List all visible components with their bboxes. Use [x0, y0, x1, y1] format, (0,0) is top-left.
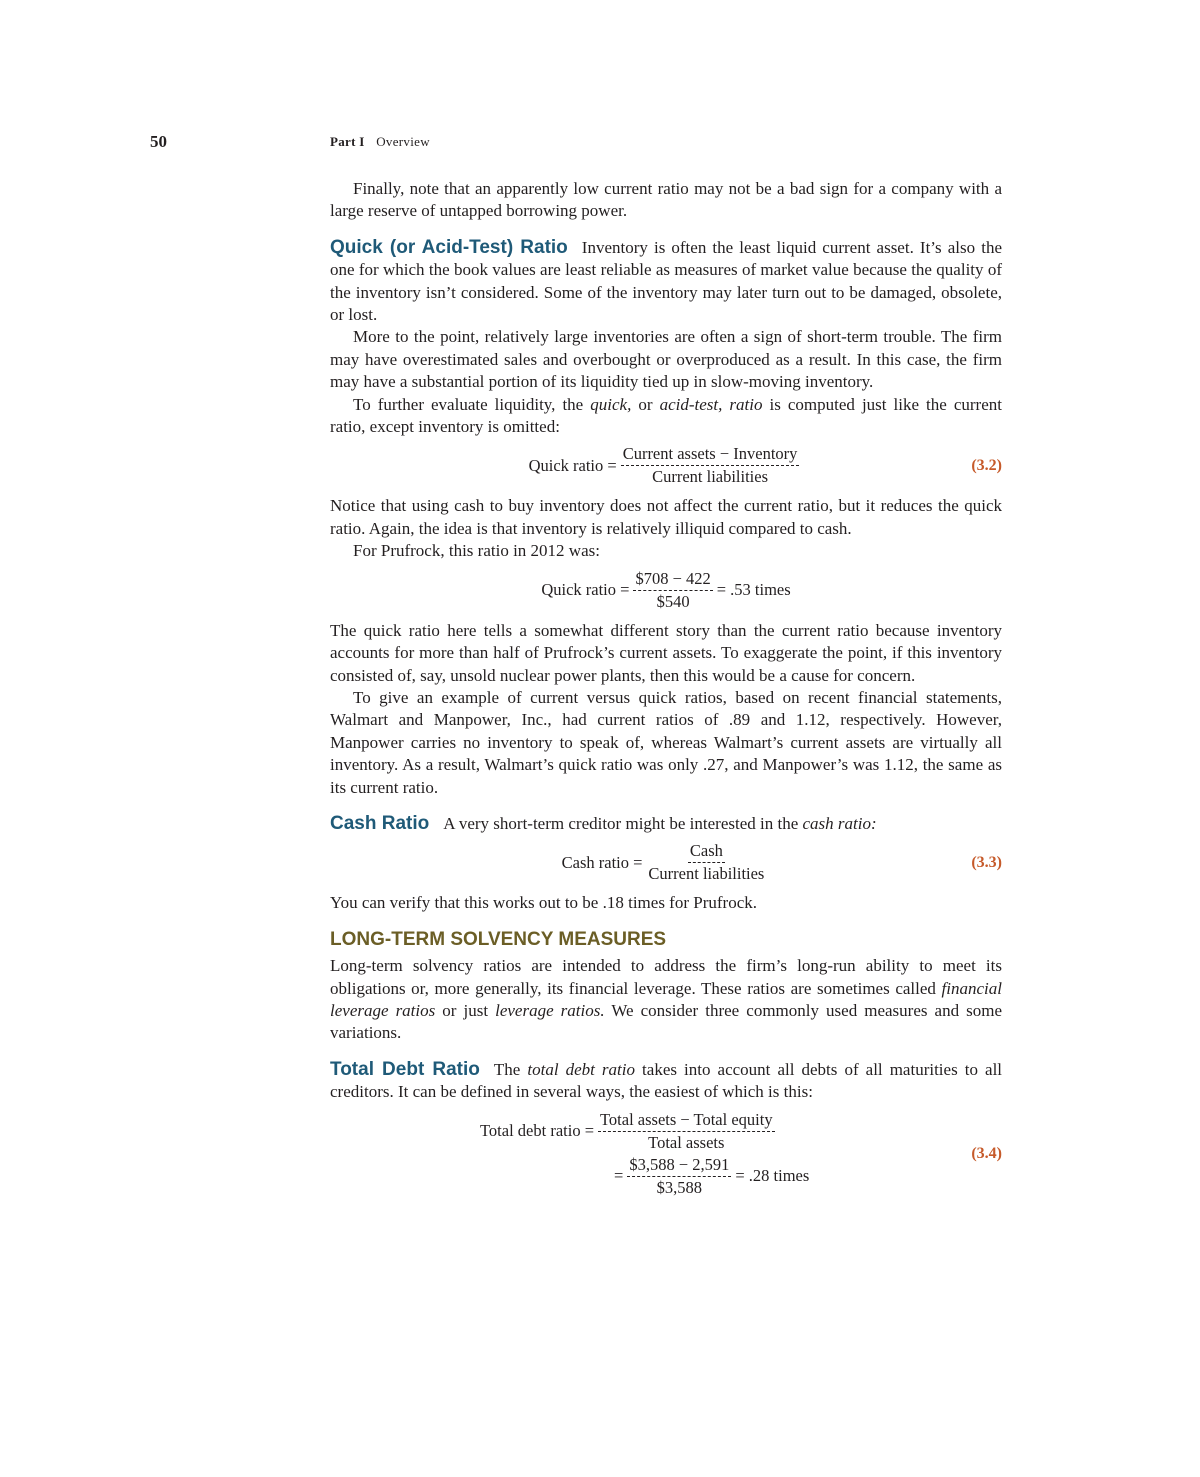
text-run: takes into account all debts of all maturities to all creditors. It can be defined in several ways, the easiest of which is this:: [330, 1059, 1003, 1102]
paragraph: Finally, note that an apparently low current ratio may not be a bad sign for a company with a large reserve of untapped borrowing power.: [330, 179, 1002, 221]
page-body: [330, 178, 1002, 1198]
text-run: or: [631, 394, 660, 414]
term-total-debt-ratio: total debt ratio: [527, 1059, 635, 1079]
numerator: $3,588 − 2,591: [627, 1155, 731, 1177]
equation-number: (3.3): [971, 853, 1002, 871]
quick-ratio-intro: [330, 237, 1002, 327]
equation-3-2: [330, 444, 1002, 487]
paragraph: To give an example of current versus quick ratios, based on recent financial statements, Walmart and Manpower, Inc., had current ratios of .89 and 1.12, respectively. However, Manpower carries no inventory to speak of, whereas Walmart’s current assets are virtually all inventory. As a result, Walmart’s quick ratio was only .27, and Manpower’s was 1.12, the same as its current ratio.: [330, 687, 1002, 797]
example-quick-ratio: [330, 569, 1002, 612]
equation-3-4: [330, 1110, 1002, 1198]
text-run: We consider three commonly used measures and some variations.: [330, 1000, 1003, 1043]
equation-label: Quick ratio =: [541, 579, 630, 599]
equation-equals: =: [614, 1165, 624, 1185]
paragraph: More to the point, relatively large inventories are often a sign of short-term trouble. The firm may have overestimated sales and overbought or overproduced as a result. In this case, the firm may have a substantial portion of its liquidity tied up in slow-moving inventory.: [330, 327, 1002, 392]
numerator: Current assets − Inventory: [621, 444, 800, 466]
paragraph: [330, 394, 1002, 439]
running-head-part: Part I: [330, 134, 365, 149]
term-financial-leverage-ratios: financial leverage ratios: [330, 978, 1002, 1020]
equation-row: [330, 569, 1002, 612]
text-run: To further evaluate liquidity, the: [353, 394, 591, 414]
term-leverage-ratios: leverage ratios.: [495, 1000, 605, 1020]
denominator: $3,588: [656, 1177, 703, 1197]
denominator: $540: [656, 591, 690, 611]
equation-number: (3.2): [971, 456, 1002, 474]
term-acid-test-ratio: acid-test, ratio: [659, 394, 763, 414]
paragraph-text: Inventory is often the least liquid current asset. It’s also the one for which the book values are least reliable as measures of market value because the quality of the inventory isn’t considered. Some of the inventory may later turn out to be damaged, obsolete, or lost.: [330, 237, 1002, 325]
paragraph: You can verify that this works out to be .18 times for Prufrock.: [330, 893, 757, 913]
paragraph: The quick ratio here tells a somewhat different story than the current ratio because inventory accounts for more than half of Prufrock’s current assets. To exaggerate the point, if this inventory consisted of, say, unsold nuclear power plants, then this would be a cause for concern.: [330, 620, 1002, 685]
paragraph: For Prufrock, this ratio in 2012 was:: [353, 541, 600, 561]
running-head-title: Overview: [376, 134, 430, 149]
equation-label: Total debt ratio =: [480, 1120, 594, 1140]
denominator: Total assets: [648, 1132, 725, 1152]
equation-row: [330, 841, 1002, 884]
page-number: 50: [150, 132, 167, 151]
numerator: $708 − 422: [633, 569, 712, 591]
section-heading-long-term-solvency: LONG-TERM SOLVENCY MEASURES: [330, 928, 667, 950]
running-head: [330, 134, 430, 150]
equation-row: [614, 1155, 1002, 1198]
subheading-total-debt-ratio: Total Debt Ratio: [330, 1058, 480, 1080]
equation-result: = .28 times: [735, 1165, 810, 1185]
text-run: The: [493, 1059, 528, 1079]
text-run: or just: [435, 1000, 496, 1020]
fraction: [621, 444, 800, 487]
equation-number: (3.4): [971, 1144, 1002, 1162]
fraction: [646, 841, 766, 884]
equation-label: Quick ratio =: [528, 455, 617, 475]
text-run: is computed just like the current ratio, except inventory is omitted:: [330, 394, 1002, 437]
term-quick: quick,: [590, 394, 632, 414]
denominator: Current liabilities: [648, 864, 765, 884]
paragraph: Notice that using cash to buy inventory does not affect the current ratio, but it reduces the quick ratio. Again, the idea is that inventory is relatively illiquid compared to cash.: [330, 496, 1002, 538]
fraction: [633, 569, 712, 612]
equation-row: [480, 1110, 1002, 1153]
total-debt-ratio-intro: [330, 1059, 1002, 1104]
equation-3-3: [330, 841, 1002, 884]
equation-label: Cash ratio =: [561, 852, 643, 872]
text-run: Long-term solvency ratios are intended to address the firm’s long-run ability to meet its obligations or, more generally, its financial leverage. These ratios are sometimes called: [330, 956, 1002, 998]
numerator: Total assets − Total equity: [598, 1110, 775, 1132]
subheading-quick-ratio: Quick (or Acid-Test) Ratio: [330, 236, 568, 258]
fraction: [627, 1155, 731, 1198]
equation-result: = .53 times: [716, 579, 791, 599]
equation-row: [330, 444, 1002, 487]
fraction: [598, 1110, 775, 1153]
term-cash-ratio: cash ratio:: [802, 813, 877, 833]
numerator: Cash: [688, 841, 725, 863]
text-run: A very short-term creditor might be interested in the: [443, 813, 803, 833]
subheading-cash-ratio: Cash Ratio: [330, 812, 430, 834]
denominator: Current liabilities: [652, 467, 769, 487]
cash-ratio-intro: [330, 813, 1002, 835]
paragraph: [330, 955, 1002, 1045]
